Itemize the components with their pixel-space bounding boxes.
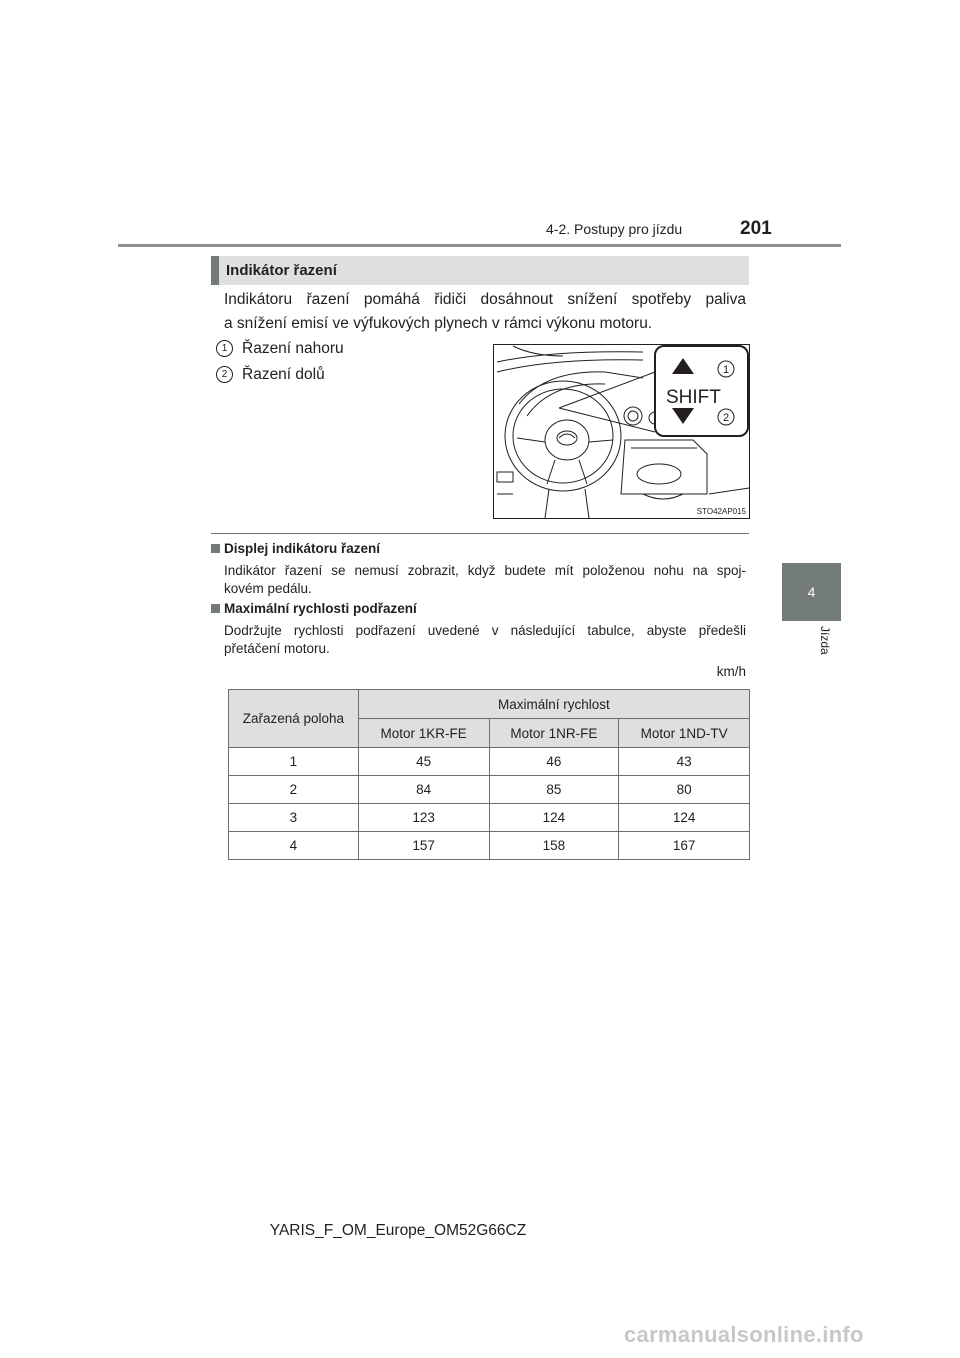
table-row: 1 45 46 43 <box>229 748 750 776</box>
table-header-engine: Motor 1KR-FE <box>358 719 489 748</box>
section-title: Indikátor řazení <box>226 262 337 279</box>
table-unit: km/h <box>716 664 746 679</box>
note-title: Maximální rychlosti podřazení <box>211 601 417 616</box>
chapter-number: 4 <box>807 584 816 600</box>
header-rule <box>118 244 841 247</box>
downshift-speed-table <box>228 689 750 860</box>
intro-line: Indikátoru řazení pomáhá řidiči dosáhnout snížení spotřeby paliva <box>224 291 746 308</box>
page-number: 201 <box>740 218 772 239</box>
table-row: 4 157 158 167 <box>229 832 750 860</box>
list-item-downshift <box>216 366 325 384</box>
note-text: Dodržujte rychlosti podřazení uvedené v následující tabulce, abyste předešli přetáčení motoru. <box>224 623 746 656</box>
list-item-upshift <box>216 340 344 358</box>
watermark: carmanualsonline.info <box>624 1322 864 1347</box>
shift-indicator-figure <box>493 344 750 519</box>
callout-number: 2 <box>216 366 233 383</box>
square-bullet-icon <box>211 604 220 613</box>
running-head: 4-2. Postupy pro jízdu <box>546 221 683 237</box>
table-row: 2 84 85 80 <box>229 776 750 804</box>
callout-2: 2 <box>722 412 730 424</box>
callout-1: 1 <box>722 364 730 376</box>
intro-paragraph <box>224 288 746 336</box>
list-item-label: Řazení nahoru <box>242 340 344 357</box>
intro-line: a snížení emisí ve výfukových plynech v rámci výkonu motoru. <box>224 315 653 332</box>
table-header-engine: Motor 1ND-TV <box>619 719 750 748</box>
table-row: 3 123 124 124 <box>229 804 750 832</box>
callout-number: 1 <box>216 340 233 357</box>
figure-code: STO42AP015 <box>696 507 746 516</box>
note-title: Displej indikátoru řazení <box>211 541 380 556</box>
shift-label: SHIFT <box>666 387 721 408</box>
square-bullet-icon <box>211 544 220 553</box>
chapter-tab <box>782 563 841 621</box>
document-id: YARIS_F_OM_Europe_OM52G66CZ <box>269 1222 527 1239</box>
list-item-label: Řazení dolů <box>242 366 325 383</box>
table-header-gear: Zařazená poloha <box>229 690 359 748</box>
section-divider <box>211 533 749 534</box>
table-header-engine: Motor 1NR-FE <box>489 719 619 748</box>
table-header-max-speed: Maximální rychlost <box>358 690 749 719</box>
section-title-bar <box>211 256 749 285</box>
note-text: Indikátor řazení se nemusí zobrazit, když budete mít položenou nohu na spoj- kovém pedálu. <box>224 563 746 596</box>
chapter-label: Jízda <box>818 626 832 655</box>
